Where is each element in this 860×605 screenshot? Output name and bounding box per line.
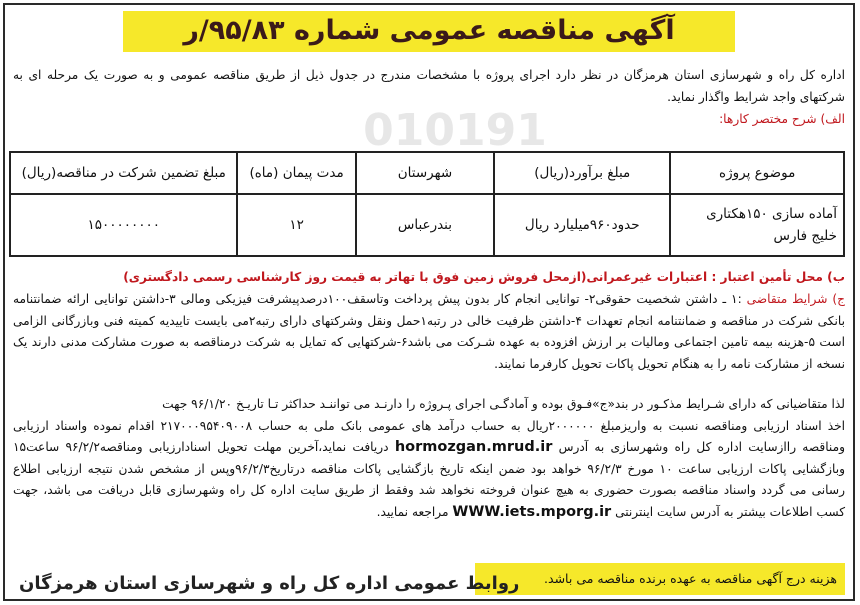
table-row bbox=[10, 194, 844, 256]
notice-title: آگهی مناقصه عمومی شماره ۹۵/۸۳/ر bbox=[123, 11, 734, 52]
cell-city: بندرعباس bbox=[356, 194, 494, 256]
project-table bbox=[9, 151, 845, 257]
cell-topic: آماده سازی ۱۵۰هکتاری خلیج فارس bbox=[670, 194, 844, 256]
schedule-text: دریافت نماید،آخرین مهلت تحویل اسنادارزیابی ومناقصه۹۶/۲/۲ ساعت۱۵ وبازگشایی پاکات ارزیابی ساعت ۱۰ مورخ ۹۶/۲/۳ خواهد بود ضمن اینکه تاریخ بازگشایی پاکات مناقصه درتاریخ۹۶/۲/۳وپس از مشخص شدن نتیجه ارزیابی اطلاع رسانی می گردد واسناد مناقصه بصورت حضوری به هیچ عنوان فروخته نخواهد شد وفقط از طریق سایت اداره کل راه وشهرسازی قابل دریافت می باشد، جهت کسب اطلاعات بیشتر به آدرس سایت اینترنتی bbox=[13, 440, 845, 519]
footer-cost-note: هزینه درج آگهی مناقصه به عهده برنده مناقصه می باشد. bbox=[475, 563, 845, 595]
section-je-requirements bbox=[13, 289, 845, 375]
deadline-text: لذا متقاضیانی که دارای شـرایط مذکـور در بند«ج»فـوق بوده و آمادگـی اجرای پـروژه را دارنـد می تواننـد حداکثر تـا تاریـخ ۹۶/۱/۲۰ جهت bbox=[162, 397, 845, 411]
col-header-topic: موضوع پروژه bbox=[670, 152, 844, 194]
col-header-estimate: مبلغ برآورد(ریال) bbox=[494, 152, 670, 194]
refer-text: مراجعه نمایید. bbox=[376, 504, 449, 519]
section-alef-heading: الف) شرح مختصر کارها: bbox=[719, 112, 845, 126]
section-je-text: :۱ ـ داشتن شخصیت حقوقی۲- توانایی انجام کار بدون پیش پرداخت وتاسقف۱۰۰درصدپیشرفت فیزیکی ومالی ۳-داشتن توانایی ارائه ضمانتنامه بانکی شرکت در مناقصه و ضمانتنامه انجام تعهدات ۴-داشتن ظرفیت خالی در رتبه۱حمل ونقل وشرکتهای دارای رتبه۲می بایست تاییدیه کمیته فنی وبازرگانی الزامی است ۵-هزینه بیمه تامین اجتماعی ومالیات بر ارزش افزوده به عهده شـرکت می باشد۶-شرکتهایی که تمایل به شرکت درمناقصه به صورت مشارکت مدنی دارند یک نسخه از مشارکت نامه را به هنگام تحویل پاکات تحویل کارفرما نمایند. bbox=[13, 292, 846, 371]
cell-guarantee: ۱۵۰۰۰۰۰۰۰۰ bbox=[10, 194, 237, 256]
cell-duration: ۱۲ bbox=[237, 194, 355, 256]
col-header-city: شهرستان bbox=[356, 152, 494, 194]
tender-notice bbox=[3, 3, 855, 601]
footer-organization: روابط عمومی اداره کل راه و شهرسازی استان هرمزگان bbox=[19, 573, 520, 594]
watermark: 010191 bbox=[363, 105, 547, 156]
payment-text: اخذ اسناد ارزیابی ومناقصه نسبت به واریزمبلغ ۲۰۰۰۰۰۰ریال به حساب درآمد های عمومی بانک ملی به حساب ۲۱۷۰۰۰۹۵۴۰۹۰۰۸ اقدام نموده واسناد ارزیابی ومناقصه راازسایت اداره کل راه وشهرسازی به آدرس bbox=[13, 418, 846, 454]
table-header-row bbox=[10, 152, 844, 194]
col-header-guarantee: مبلغ تضمین شرکت در مناقصه(ریال) bbox=[10, 152, 237, 194]
col-header-duration: مدت پیمان (ماه) bbox=[237, 152, 355, 194]
website-link-iets[interactable]: WWW.iets.mporg.ir bbox=[452, 503, 612, 520]
intro-paragraph: اداره کل راه و شهرسازی استان هرمزگان در نظر دارد اجرای پروژه با مشخصات مندرج در جدول ذیل از طریق مناقصه عمومی و به صورت یک مرحله ای به شرکتهای واجد شرایط واگذار نماید. bbox=[13, 68, 845, 104]
section-be-funding: ب) محل تأمین اعتبار : اعتبارات غیرعمرانی(ازمحل فروش زمین فوق با تهاتر به قیمت روز کارشناسی رسمی دادگستری) bbox=[123, 270, 845, 284]
cell-estimate: حدود۹۶۰میلیارد ریال bbox=[494, 194, 670, 256]
instructions-paragraph bbox=[13, 394, 845, 523]
website-link-hormozgan[interactable]: hormozgan.mrud.ir bbox=[394, 439, 553, 455]
section-je-label: ج) شرایط متقاضی bbox=[746, 292, 846, 306]
